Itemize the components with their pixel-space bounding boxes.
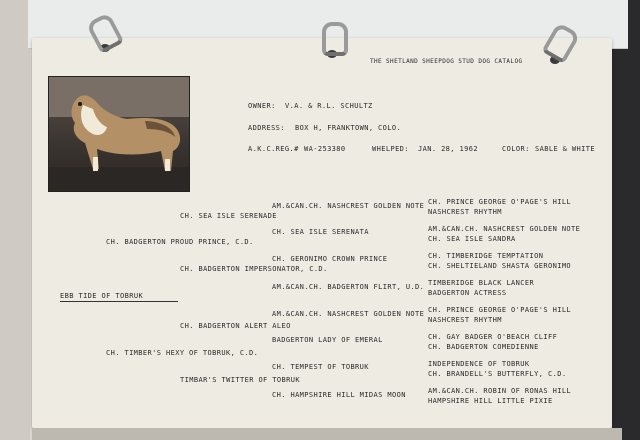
address-value: BOX H, FRANKTOWN, COLO.: [295, 124, 402, 132]
pedigree-gen5-3: AM.&CAN.CH. NASHCREST GOLDEN NOTE: [428, 225, 581, 233]
dam: TIMBAR'S TWITTER OF TOBRUK: [180, 376, 300, 384]
sire: CH. TIMBER'S HEXY OF TOBRUK, C.D.: [106, 349, 259, 357]
pedigree-gen3-2: CH. BADGERTON IMPERSONATOR, C.D.: [180, 265, 328, 273]
binder-ring: [322, 22, 348, 56]
pedigree-gen4-1: AM.&CAN.CH. NASHCREST GOLDEN NOTE: [272, 202, 425, 210]
registration-label: A.K.C.REG.#: [248, 145, 299, 153]
pedigree-gen5-1: CH. PRINCE GEORGE O'PAGE'S HILL: [428, 198, 572, 206]
pedigree-gen5-12: CH. BADGERTON COMEDIENNE: [428, 343, 539, 351]
pedigree-gen5-13: INDEPENDENCE OF TOBRUK: [428, 360, 530, 368]
pedigree-gen5-16: HAMPSHIRE HILL LITTLE PIXIE: [428, 397, 553, 405]
pedigree-gen4-5: AM.&CAN.CH. NASHCREST GOLDEN NOTE: [272, 310, 425, 318]
pedigree-gen4-4: AM.&CAN.CH. BADGERTON FLIRT, U.D.: [272, 283, 425, 291]
pedigree-gen4-2: CH. SEA ISLE SERENATA: [272, 228, 369, 236]
pedigree-gen4-8: CH. HAMPSHIRE HILL MIDAS MOON: [272, 391, 406, 399]
pedigree-gen3-1: CH. SEA ISLE SERENADE: [180, 212, 277, 220]
sheltie-photo-icon: [49, 77, 189, 191]
dog-name-underline: [60, 301, 178, 302]
pedigree-gen4-3: CH. GERONIMO CROWN PRINCE: [272, 255, 388, 263]
pedigree-gen5-6: CH. SHELTIELAND SHASTA GERONIMO: [428, 262, 572, 270]
pedigree-gen5-4: CH. SEA ISLE SANDRA: [428, 235, 516, 243]
pedigree-gen5-2: NASHCREST RHYTHM: [428, 208, 502, 216]
whelped-value: JAN. 28, 1962: [418, 145, 478, 153]
pedigree-gen5-7: TIMBERIDGE BLACK LANCER: [428, 279, 535, 287]
right-background: [612, 0, 640, 440]
pedigree-gen3-3: CH. BADGERTON ALERT ALEO: [180, 322, 291, 330]
left-background: [0, 0, 30, 440]
pedigree-gen5-15: AM.&CAN.CH. ROBIN OF RONAS HILL: [428, 387, 572, 395]
color-label: COLOR:: [502, 145, 530, 153]
sire-sire: CH. BADGERTON PROUD PRINCE, C.D.: [106, 238, 254, 246]
dog-photo: [48, 76, 190, 192]
address-label: ADDRESS:: [248, 124, 285, 132]
pedigree-gen5-9: CH. PRINCE GEORGE O'PAGE'S HILL: [428, 306, 572, 314]
catalog-title: THE SHETLAND SHEEPDOG STUD DOG CATALOG: [370, 58, 523, 65]
pedigree-gen5-5: CH. TIMBERIDGE TEMPTATION: [428, 252, 544, 260]
dog-name: EBB TIDE OF TOBRUK: [60, 292, 144, 300]
pedigree-gen5-14: CH. BRANDELL'S BUTTERFLY, C.D.: [428, 370, 567, 378]
pedigree-gen4-6: BADGERTON LADY OF EMERAL: [272, 336, 383, 344]
owner-label: OWNER:: [248, 102, 276, 110]
pedigree-gen5-11: CH. GAY BADGER O'BEACH CLIFF: [428, 333, 558, 341]
owner-value: V.A. & R.L. SCHULTZ: [285, 102, 373, 110]
pedigree-gen5-8: BADGERTON ACTRESS: [428, 289, 507, 297]
registration-value: WA-253380: [304, 145, 346, 153]
pedigree-gen4-7: CH. TEMPEST OF TOBRUK: [272, 363, 369, 371]
page-stack-edge: [32, 428, 622, 440]
pedigree-gen5-10: NASHCREST RHYTHM: [428, 316, 502, 324]
whelped-label: WHELPED:: [372, 145, 409, 153]
color-value: SABLE & WHITE: [535, 145, 595, 153]
